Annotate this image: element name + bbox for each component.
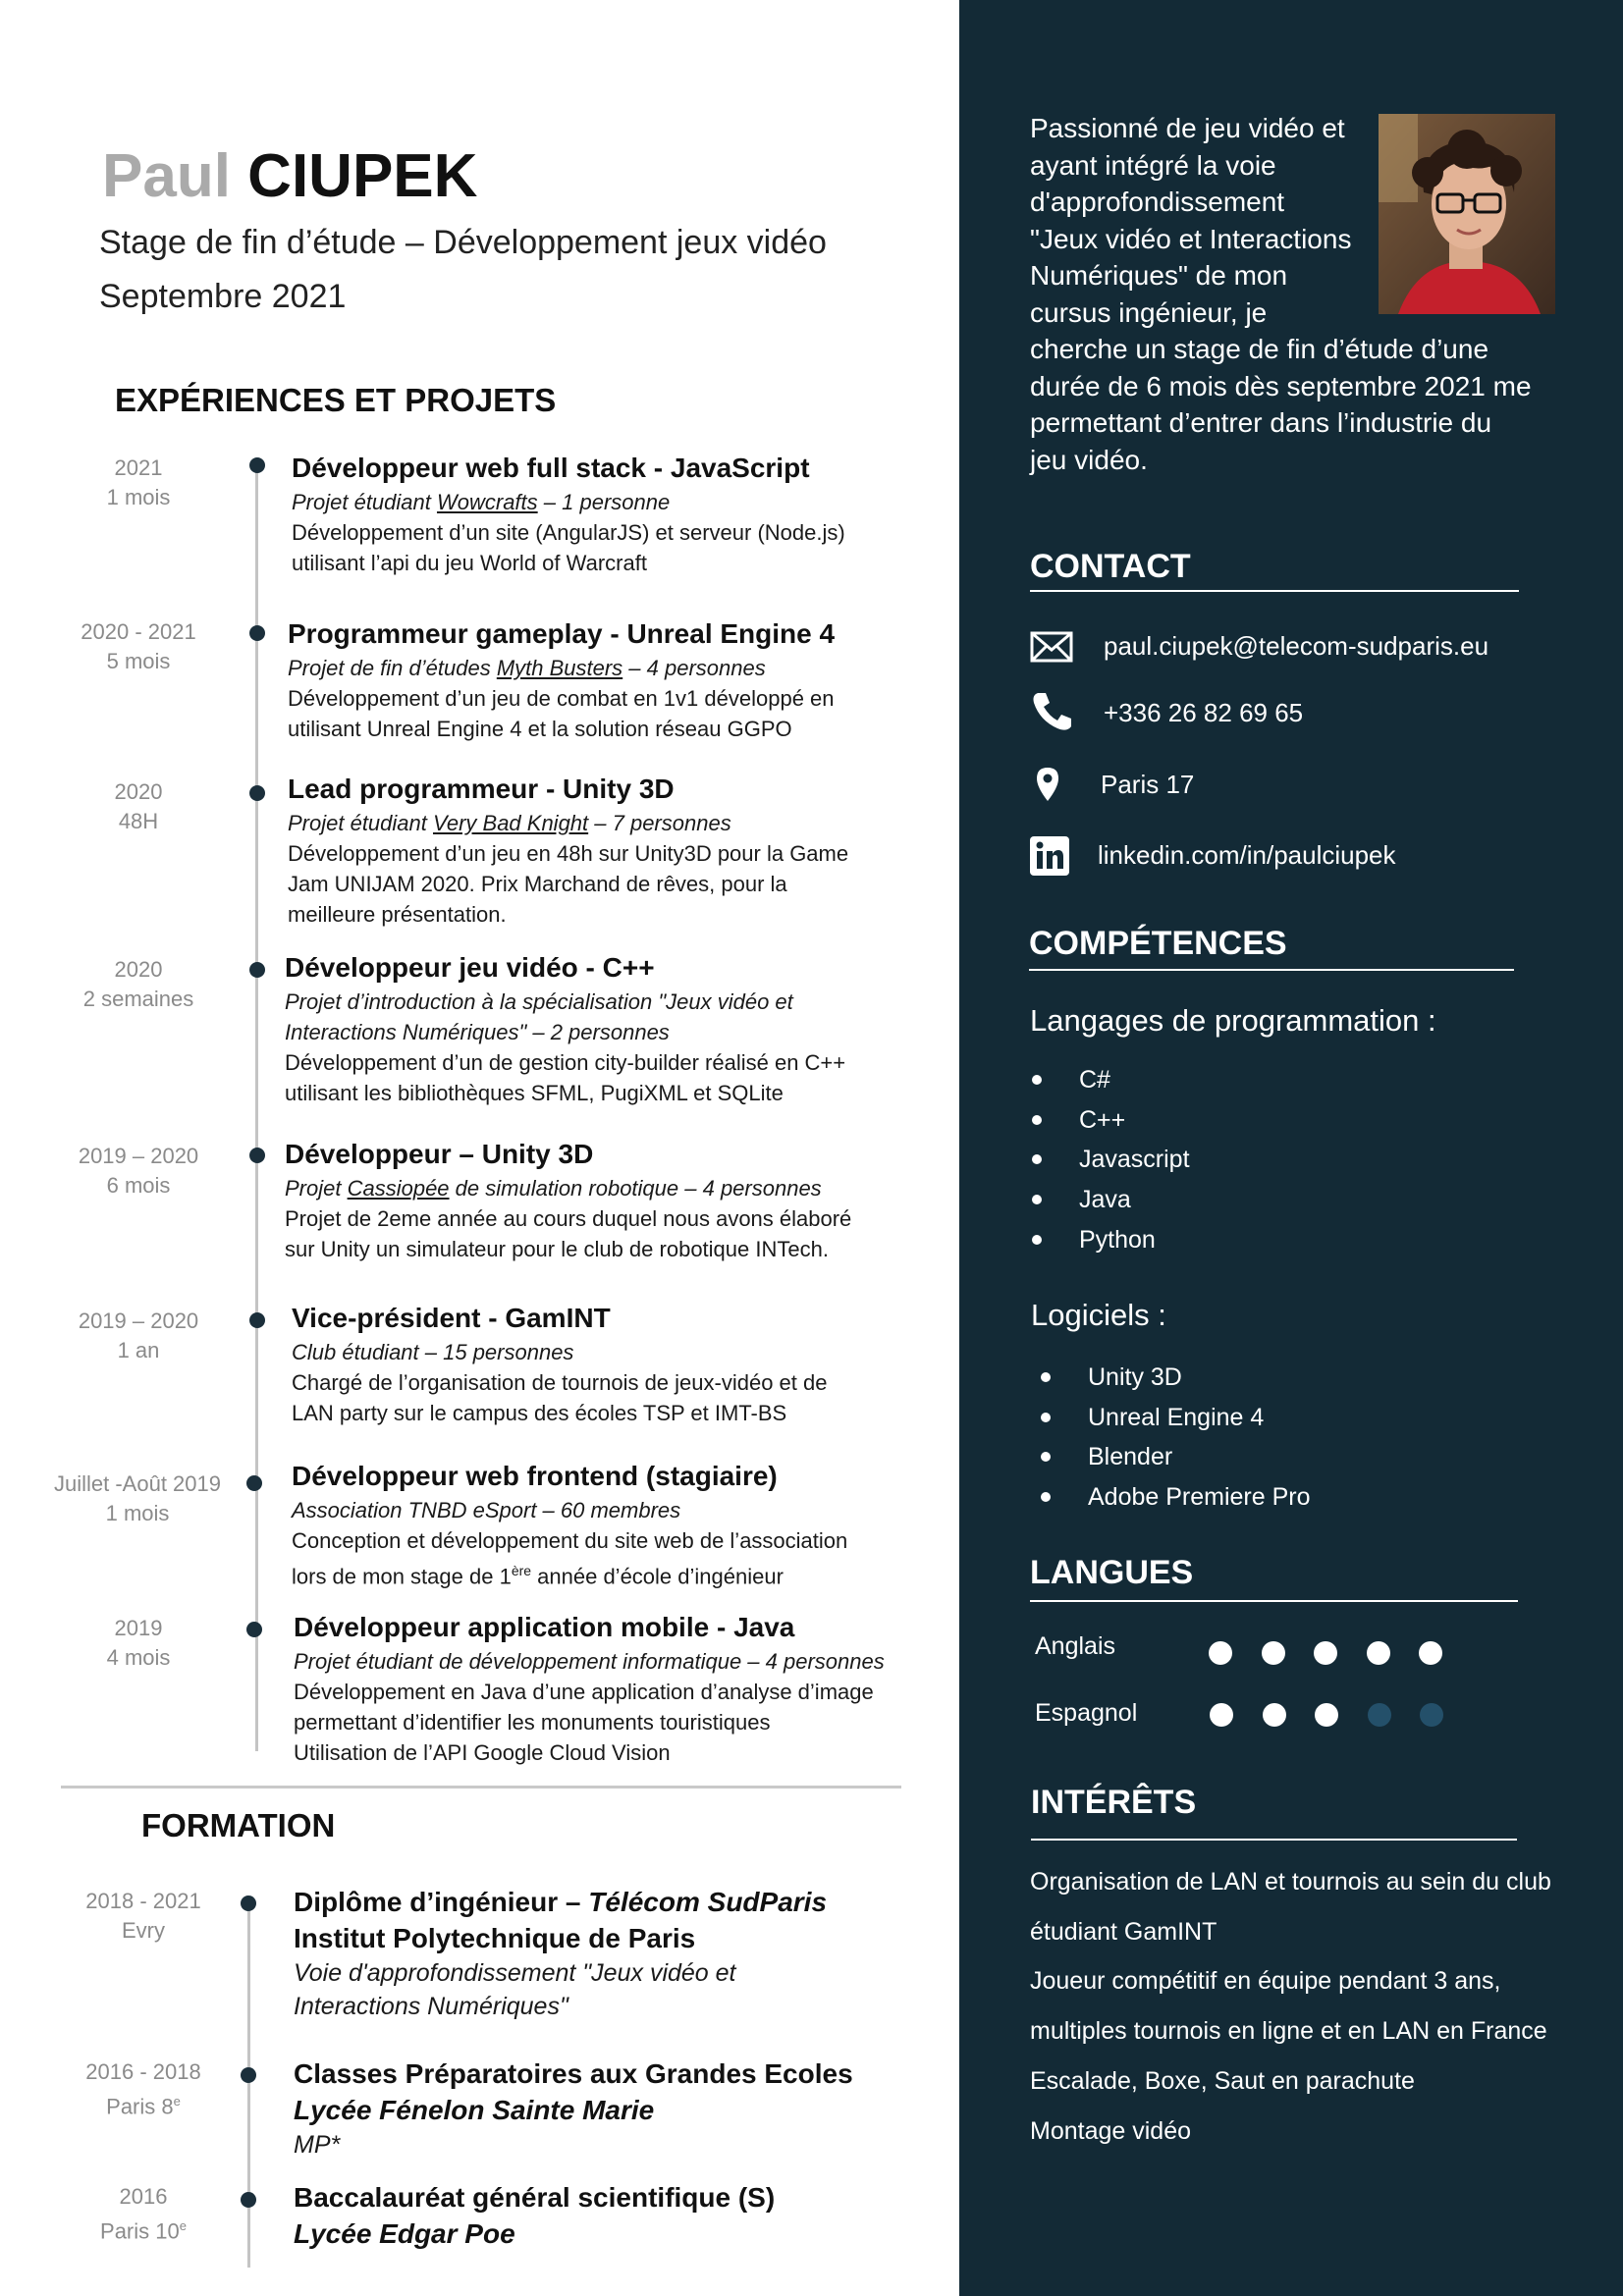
experience-title: Développeur web full stack - JavaScript — [292, 453, 810, 483]
experience-period: 2020 - 2021 5 mois — [81, 619, 196, 673]
skills-title: COMPÉTENCES — [1029, 925, 1287, 962]
contact-underline — [1030, 590, 1519, 592]
experience-subtitle: Projet étudiant de développement informatique – 4 personnes — [294, 1649, 885, 1674]
languages-underline — [1030, 1600, 1518, 1602]
level-dot-filled — [1263, 1703, 1286, 1727]
language-name: Anglais — [1035, 1632, 1115, 1660]
experience-title: Développeur web frontend (stagiaire) — [292, 1461, 778, 1491]
level-dot-filled — [1262, 1641, 1285, 1665]
project-link[interactable]: Cassiopée — [347, 1176, 450, 1201]
project-link[interactable]: Myth Busters — [496, 656, 623, 680]
level-dot-empty — [1368, 1703, 1391, 1727]
formation-entry: Diplôme d’ingénieur – Télécom SudParis Institut Polytechnique de Paris Voie d'approfondissement "Jeux vidéo et Interactions Numériques" — [294, 1884, 827, 2023]
level-dot-filled — [1210, 1703, 1233, 1727]
phone-icon — [1030, 689, 1073, 732]
experience-entry: Développeur – Unity 3D Projet Cassiopée de simulation robotique – 4 personnes Projet de 2eme année au cours duquel nous avons élaboré sur Unity un simulateur pour le club de robotique INTech. — [285, 1136, 851, 1264]
level-dot-filled — [1314, 1641, 1337, 1665]
experience-entry: Développeur jeu vidéo - C++ Projet d’introduction à la spécialisation "Jeux vidéo et Interactions Numériques" – 2 personnes Développement d’un de gestion city-builder réalisé en C++ utilisant les bibliothèques SFML, PugiXML et SQLite — [285, 949, 845, 1108]
formation-title-line: Diplôme d’ingénieur – Télécom SudParis — [294, 1887, 828, 1917]
intro-text: Passionné de jeu vidéo et ayant intégré la voie d'approfondissement "Jeux vidéo et Interactions Numériques" de mon cursus ingénieur, je cherche un stage de fin d’étude d’une durée de 6 mois dès septembre 2021 me permettant d’entrer dans l’industrie du jeu vidéo. — [1030, 113, 1532, 475]
project-link[interactable]: Very Bad Knight — [432, 811, 589, 835]
experience-period: 2019 – 2020 6 mois — [78, 1144, 199, 1198]
experience-title: Vice-président - GamINT — [292, 1303, 611, 1333]
envelope-icon — [1030, 629, 1073, 672]
timeline-dot — [249, 625, 265, 641]
experience-subtitle: Projet de fin d’études Myth Busters – 4 personnes — [288, 656, 766, 680]
interest-line: Escalade, Boxe, Saut en parachute — [1030, 2067, 1415, 2095]
date-subtitle: Septembre 2021 — [99, 278, 347, 315]
level-dot-filled — [1367, 1641, 1390, 1665]
interest-line: multiples tournois en ligne et en LAN en France — [1030, 2017, 1547, 2045]
timeline-dot — [249, 962, 265, 978]
timeline-dot — [246, 1475, 262, 1491]
formation-entry — [294, 2179, 775, 2252]
location-text: Paris 17 — [1101, 770, 1195, 799]
experience-subtitle: Projet étudiant Wowcrafts – 1 personne — [292, 490, 671, 514]
timeline-dot — [241, 2067, 256, 2083]
experience-subtitle: Projet Cassiopée de simulation robotique – 4 personnes — [285, 1176, 822, 1201]
formation-timeline — [247, 1902, 250, 2268]
experience-subtitle: Projet d’introduction à la spécialisation "Jeux vidéo et — [285, 989, 793, 1014]
experience-subtitle: Association TNBD eSport – 60 membres — [292, 1498, 681, 1522]
timeline-dot — [249, 1312, 265, 1328]
experience-period: 2019 – 2020 1 an — [78, 1308, 199, 1362]
experience-period: Juillet -Août 2019 1 mois — [54, 1471, 221, 1525]
experience-subtitle: Projet étudiant Very Bad Knight – 7 personnes — [288, 811, 731, 835]
interests-title: INTÉRÊTS — [1031, 1784, 1197, 1821]
formation-title-line: Classes Préparatoires aux Grandes Ecoles — [294, 2058, 853, 2089]
programming-languages-heading: Langages de programmation : — [1030, 1003, 1436, 1038]
experience-title: Lead programmeur - Unity 3D — [288, 774, 675, 804]
job-subtitle: Stage de fin d’étude – Développement jeux vidéo — [99, 224, 827, 261]
timeline-dot — [249, 1148, 265, 1163]
experience-subtitle: Interactions Numériques" – 2 personnes — [285, 1020, 670, 1044]
interests-underline — [1031, 1839, 1517, 1841]
formation-period: 2016 Paris 10e — [100, 2184, 187, 2244]
language-level-spanish — [1210, 1703, 1455, 1729]
interest-line: Joueur compétitif en équipe pendant 3 ans, — [1030, 1967, 1501, 1995]
experience-title: Programmeur gameplay - Unreal Engine 4 — [288, 618, 836, 649]
experience-title: Développeur jeu vidéo - C++ — [285, 952, 655, 983]
section-divider — [61, 1786, 901, 1789]
experience-timeline — [255, 465, 258, 1751]
experience-entry: Lead programmeur - Unity 3D Projet étudiant Very Bad Knight – 7 personnes Développement d’un jeu en 48h sur Unity3D pour la Game Jam UNIJAM 2020. Prix Marchand de rêves, pour la meilleure présentation. — [288, 771, 848, 930]
timeline-dot — [249, 785, 265, 801]
email-link[interactable]: paul.ciupek@telecom-sudparis.eu — [1104, 631, 1489, 661]
experience-entry: Développeur web frontend (stagiaire) Association TNBD eSport – 60 membres Conception et développement du site web de l’association lors de mon stage de 1ère année d’école d’ingénieur — [292, 1458, 847, 1591]
experience-entry: Vice-président - GamINT Club étudiant – 15 personnes Chargé de l’organisation de tournois de jeux-vidéo et de LAN party sur le campus des écoles TSP et IMT-BS — [292, 1300, 827, 1428]
skills-underline — [1029, 969, 1514, 971]
last-name: CIUPEK — [247, 142, 478, 210]
formation-title: FORMATION — [141, 1807, 336, 1843]
phone-number[interactable]: +336 26 82 69 65 — [1104, 698, 1304, 727]
formation-institution: Lycée Fénelon Sainte Marie — [294, 2095, 655, 2125]
experience-period: 2020 48H — [114, 779, 163, 833]
timeline-dot — [249, 457, 265, 473]
experience-entry: Développeur web full stack - JavaScript Projet étudiant Wowcrafts – 1 personne Développement d’un site (AngularJS) et serveur (Node.js) utilisant l’api du jeu World of Warcraft — [292, 450, 845, 578]
linkedin-link[interactable]: linkedin.com/in/paulciupek — [1098, 840, 1396, 870]
software-heading: Logiciels : — [1031, 1298, 1166, 1332]
experience-entry: Programmeur gameplay - Unreal Engine 4 Projet de fin d’études Myth Busters – 4 personnes Développement d’un jeu de combat en 1v1 développé en utilisant Unreal Engine 4 et la solution réseau GGPO — [288, 615, 835, 744]
languages-title: LANGUES — [1030, 1554, 1194, 1591]
formation-period: 2018 - 2021 Evry — [85, 1889, 201, 1943]
interest-line: Organisation de LAN et tournois au sein du club — [1030, 1868, 1551, 1896]
timeline-dot — [246, 1622, 262, 1637]
experience-title: Développeur – Unity 3D — [285, 1139, 594, 1169]
experience-entry: Développeur application mobile - Java Projet étudiant de développement informatique – 4 personnes Développement en Java d’une application d’analyse d’image permettant d’identifier les monuments touristiques Utilisation de l’API Google Cloud Vision — [294, 1609, 885, 1768]
formation-institution: Lycée Edgar Poe — [294, 2218, 515, 2249]
experiences-title: EXPÉRIENCES ET PROJETS — [115, 382, 557, 418]
candidate-name — [102, 141, 477, 211]
level-dot-filled — [1419, 1641, 1442, 1665]
formation-period: 2016 - 2018 Paris 8e — [85, 2059, 201, 2119]
language-name: Espagnol — [1035, 1699, 1138, 1727]
interest-line: Montage vidéo — [1030, 2117, 1192, 2145]
contact-title: CONTACT — [1030, 548, 1191, 585]
first-name: Paul — [102, 142, 231, 210]
formation-entry: Classes Préparatoires aux Grandes Ecoles Lycée Fénelon Sainte Marie MP* — [294, 2056, 853, 2162]
location-pin-icon — [1033, 766, 1076, 809]
experience-period: 2021 1 mois — [106, 455, 171, 509]
level-dot-filled — [1315, 1703, 1338, 1727]
experience-period: 2019 4 mois — [106, 1616, 171, 1670]
interest-line: étudiant GamINT — [1030, 1918, 1217, 1946]
timeline-dot — [241, 2192, 256, 2208]
experience-title: Développeur application mobile - Java — [294, 1612, 795, 1642]
formation-institution: Institut Polytechnique de Paris — [294, 1923, 696, 1953]
language-level-english — [1209, 1641, 1454, 1667]
project-link[interactable]: Wowcrafts — [436, 490, 538, 514]
level-dot-filled — [1209, 1641, 1232, 1665]
linkedin-icon — [1030, 836, 1073, 880]
formation-title-line: Baccalauréat général scientifique (S) — [294, 2182, 776, 2213]
timeline-dot — [241, 1896, 256, 1911]
experience-subtitle: Club étudiant – 15 personnes — [292, 1340, 574, 1364]
experience-period: 2020 2 semaines — [82, 957, 194, 1011]
level-dot-empty — [1420, 1703, 1443, 1727]
